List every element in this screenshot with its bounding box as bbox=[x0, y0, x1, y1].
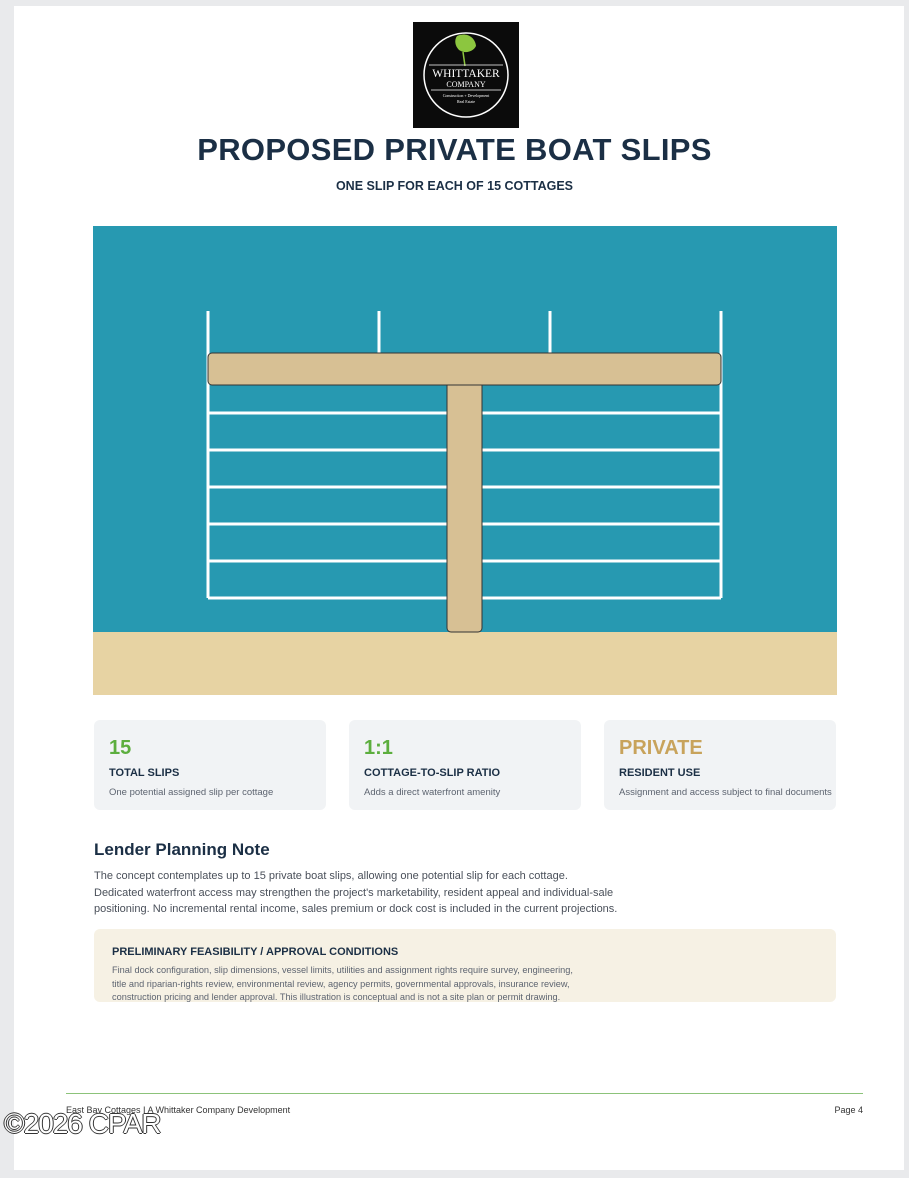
stat-desc: Assignment and access subject to final documents bbox=[619, 787, 832, 798]
conditions-line: title and riparian-rights review, environmental review, agency permits, governmental approvals, insurance review, bbox=[112, 978, 570, 989]
stat-card-total-slips bbox=[94, 720, 326, 810]
cross-dock bbox=[208, 353, 721, 385]
note-line: Dedicated waterfront access may strengthen the project's marketability, resident appeal and individual-sale bbox=[94, 886, 614, 899]
note-line: positioning. No incremental rental income, sales premium or dock cost is included in the current projections. bbox=[94, 903, 618, 915]
conditions-line: Final dock configuration, slip dimensions, vessel limits, utilities and assignment rights require survey, engineering, bbox=[112, 965, 573, 975]
footer-left: East Bay Cottages I A Whittaker Company Development bbox=[66, 1105, 291, 1115]
note-heading: Lender Planning Note bbox=[94, 840, 270, 859]
logo-name2: COMPANY bbox=[446, 80, 486, 89]
stat-desc: Adds a direct waterfront amenity bbox=[364, 787, 501, 798]
boat-slip-diagram bbox=[93, 226, 837, 695]
stat-value: 15 bbox=[109, 737, 132, 759]
page-number: Page 4 bbox=[834, 1105, 863, 1115]
stat-desc: One potential assigned slip per cottage bbox=[109, 787, 274, 798]
stat-label: COTTAGE-TO-SLIP RATIO bbox=[364, 767, 501, 779]
stat-value: PRIVATE bbox=[619, 737, 703, 759]
conditions-line: construction pricing and lender approval. This illustration is conceptual and is not a site plan or permit drawing. bbox=[112, 992, 561, 1002]
page-title: PROPOSED PRIVATE BOAT SLIPS bbox=[197, 132, 712, 167]
logo-name: WHITTAKER bbox=[432, 68, 500, 80]
note-body bbox=[94, 868, 694, 918]
conditions-box bbox=[94, 929, 836, 1002]
shore-area bbox=[93, 632, 837, 695]
conditions-body bbox=[112, 964, 652, 1005]
copyright-watermark: ©2026 CPAR bbox=[4, 1108, 161, 1139]
footer-divider bbox=[66, 1093, 863, 1094]
stat-card-private bbox=[604, 720, 836, 810]
note-line: The concept contemplates up to 15 private boat slips, allowing one potential slip for each cottage. bbox=[94, 870, 568, 882]
logo-tagline2: Real Estate bbox=[456, 99, 476, 104]
conditions-heading: PRELIMINARY FEASIBILITY / APPROVAL CONDITIONS bbox=[112, 946, 399, 958]
company-logo bbox=[413, 22, 519, 128]
page-subtitle: ONE SLIP FOR EACH OF 15 COTTAGES bbox=[335, 179, 574, 193]
stat-label: RESIDENT USE bbox=[619, 767, 701, 779]
main-walkway bbox=[447, 378, 482, 632]
stat-value: 1:1 bbox=[364, 737, 393, 759]
logo-emblem bbox=[413, 22, 519, 128]
logo-tagline: Construction + Development bbox=[442, 93, 490, 98]
stat-label: TOTAL SLIPS bbox=[109, 767, 180, 779]
stat-card-ratio bbox=[349, 720, 581, 810]
